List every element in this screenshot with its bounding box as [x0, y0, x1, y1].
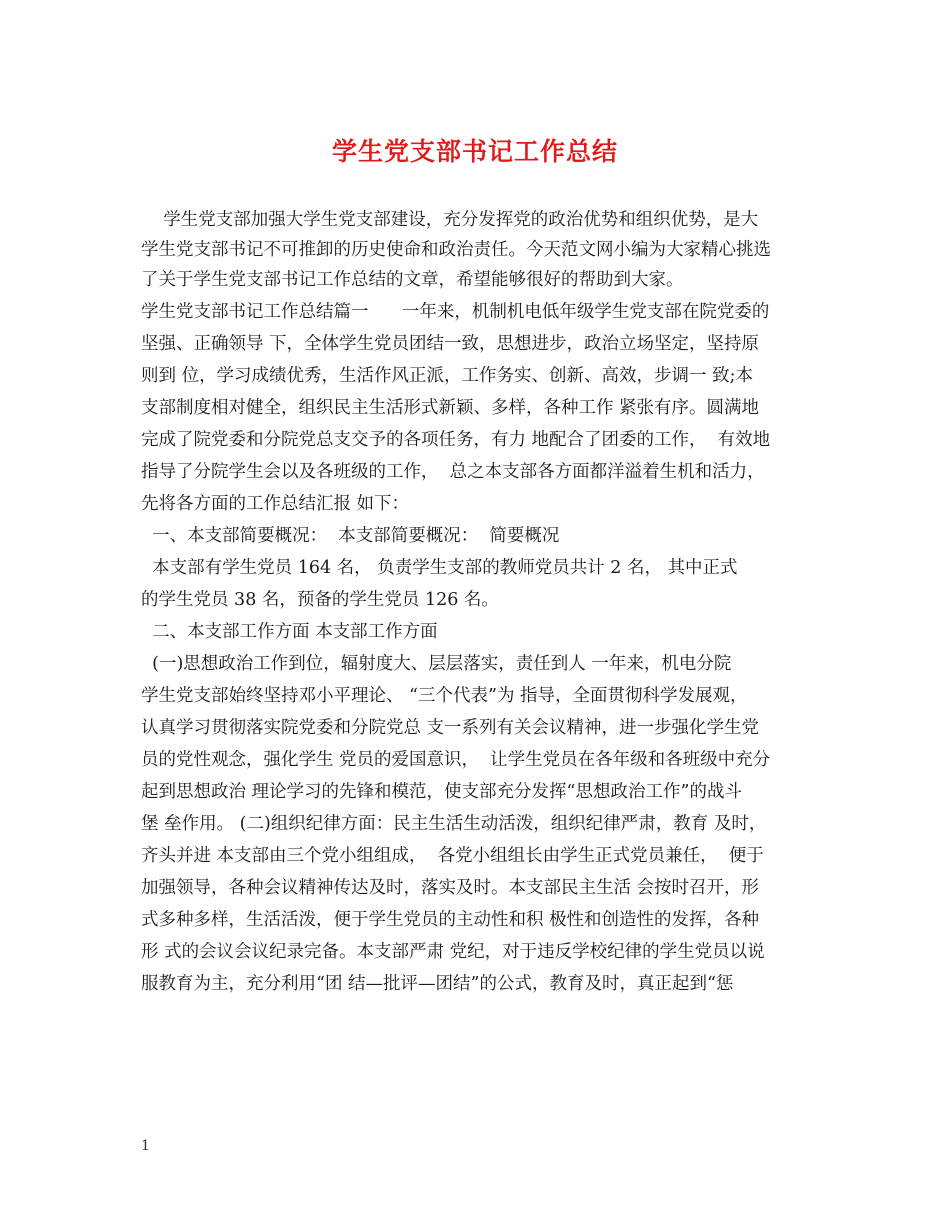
text-line: 本支部有学生党员 164 名， 负责学生支部的教师党员共计 2 名， 其中正式 — [141, 558, 738, 578]
text-line: 堡 垒作用。 (二)组织纪律方面：民主生活生动活泼，组织纪律严肃，教育 及时， — [141, 814, 767, 834]
text-line: 一、本支部简要概况： 本支部简要概况： 简要概况 — [141, 526, 560, 546]
text-line: 学生党支部书记不可推卸的历史使命和政治责任。今天范文网小编为大家精心挑选 — [141, 240, 771, 260]
text-line: 先将各方面的工作总结汇报 如下： — [141, 494, 410, 514]
text-line: 起到思想政治 理论学习的先锋和模范，使支部充分发挥“思想政治工作”的战斗 — [141, 782, 742, 802]
text-line: 式多种多样，生活活泼，便于学生党员的主动性和积 极性和创造性的发挥，各种 — [141, 910, 760, 930]
document-title: 学生党支部书记工作总结 — [331, 137, 618, 166]
text-line: 学生党支部加强大学生党支部建设，充分发挥党的政治优势和组织优势，是大 — [141, 210, 759, 230]
text-line: 齐头并进 本支部由三个党小组组成， 各党小组组长由学生正式党员兼任， 便于 — [141, 846, 764, 866]
text-line: 则到 位，学习成绩优秀，生活作风正派，工作务实、创新、高效，步调一 致;本 — [141, 366, 754, 386]
text-line: 认真学习贯彻落实院党委和分院党总 支一系列有关会议精神，进一步强化学生党 — [141, 718, 760, 738]
page-number: 1 — [141, 1138, 150, 1154]
text-line: (一)思想政治工作到位，辐射度大、层层落实，责任到人 一年来，机电分院 — [141, 654, 732, 674]
text-line: 支部制度相对健全，组织民主生活形式新颖、多样，各种工作 紧张有序。圆满地 — [141, 398, 760, 418]
text-line: 坚强、正确领导 下，全体学生党员团结一致，思想进步，政治立场坚定，坚持原 — [141, 334, 760, 354]
text-line: 员的党性观念，强化学生 党员的爱国意识， 让学生党员在各年级和各班级中充分 — [141, 750, 771, 770]
text-line: 的学生党员 38 名，预备的学生党员 126 名。 — [141, 590, 499, 610]
text-line: 形 式的会议会议纪录完备。本支部严肃 党纪，对于违反学校纪律的学生党员以说 — [141, 942, 765, 962]
text-line: 学生党支部始终坚持邓小平理论、 “三个代表”为 指导，全面贯彻科学发展观， — [141, 686, 748, 706]
text-line: 服教育为主，充分利用“团 结—批评—团结”的公式，教育及时，真正起到“惩 — [141, 974, 734, 994]
text-line: 学生党支部书记工作总结篇一 一年来，机制机电低年级学生党支部在院党委的 — [141, 302, 770, 322]
text-line: 加强领导，各种会议精神传达及时，落实及时。本支部民主生活 会按时召开，形 — [141, 878, 760, 898]
text-line: 了关于学生党支部书记工作总结的文章，希望能够很好的帮助到大家。 — [141, 270, 684, 290]
text-line: 二、本支部工作方面 本支部工作方面 — [141, 622, 438, 642]
text-line: 完成了院党委和分院党总支交予的各项任务，有力 地配合了团委的工作， 有效地 — [141, 430, 771, 450]
text-line: 指导了分院学生会以及各班级的工作， 总之本支部各方面都洋溢着生机和活力， — [141, 462, 765, 482]
